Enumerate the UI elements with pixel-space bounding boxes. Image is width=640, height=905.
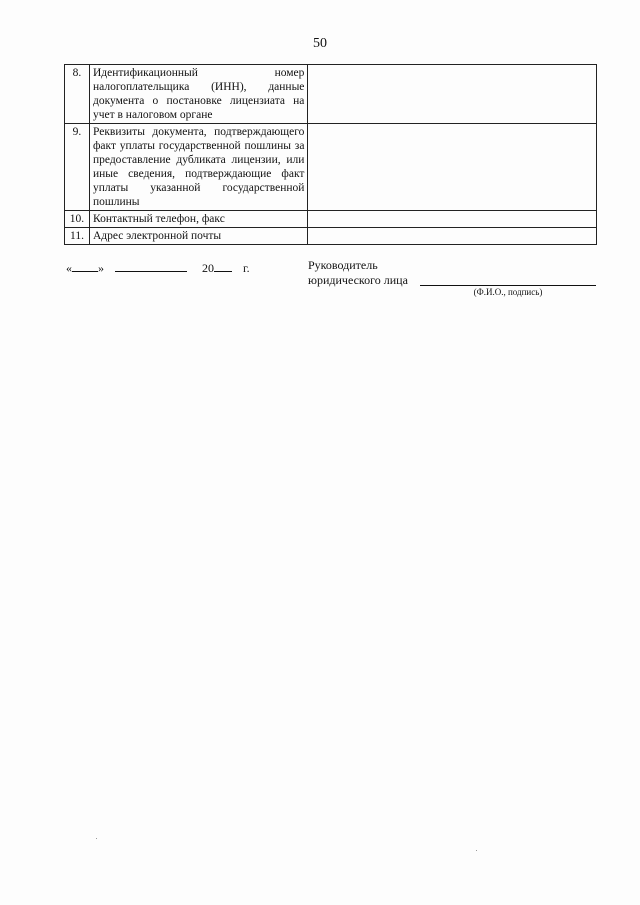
scan-speck	[476, 850, 477, 851]
month-blank[interactable]	[115, 260, 187, 272]
row-number: 9.	[65, 124, 90, 211]
row-description: Реквизиты документа, подтверждающего факт уплаты государственной пошлины за предоставление дубликата лицензии, или иные сведения, подтверждающие факт уплаты указанной государственной пошлины	[89, 124, 307, 211]
row-description: Идентификационный номер налогоплательщика (ИНН), данные документа о постановке лицензиата на учет в налоговом органе	[89, 65, 307, 124]
open-quote: «	[66, 261, 72, 275]
row-value-cell[interactable]	[308, 124, 597, 211]
year-suffix: г.	[243, 261, 250, 275]
scan-speck	[96, 838, 97, 839]
table-row	[65, 124, 597, 211]
table-row	[65, 65, 597, 124]
row-number: 11.	[65, 228, 90, 245]
row-number: 10.	[65, 211, 90, 228]
row-value-cell[interactable]	[308, 228, 597, 245]
day-blank[interactable]	[72, 260, 98, 272]
year-prefix: 20	[202, 261, 214, 275]
table-row	[65, 228, 597, 245]
page-number: 50	[313, 36, 327, 51]
signer-block	[308, 258, 408, 288]
signer-title: Руководитель	[308, 258, 378, 272]
close-quote: »	[98, 261, 104, 275]
row-value-cell[interactable]	[308, 211, 597, 228]
row-description: Контактный телефон, факс	[89, 211, 307, 228]
row-number: 8.	[65, 65, 90, 124]
signature-caption: (Ф.И.О., подпись)	[473, 287, 543, 297]
year-blank[interactable]	[214, 260, 232, 272]
signer-subtitle: юридического лица	[308, 273, 408, 287]
application-table	[64, 64, 597, 245]
date-line	[66, 260, 250, 276]
row-value-cell[interactable]	[308, 65, 597, 124]
row-description: Адрес электронной почты	[89, 228, 307, 245]
table-row	[65, 211, 597, 228]
signature-line[interactable]	[420, 285, 596, 286]
